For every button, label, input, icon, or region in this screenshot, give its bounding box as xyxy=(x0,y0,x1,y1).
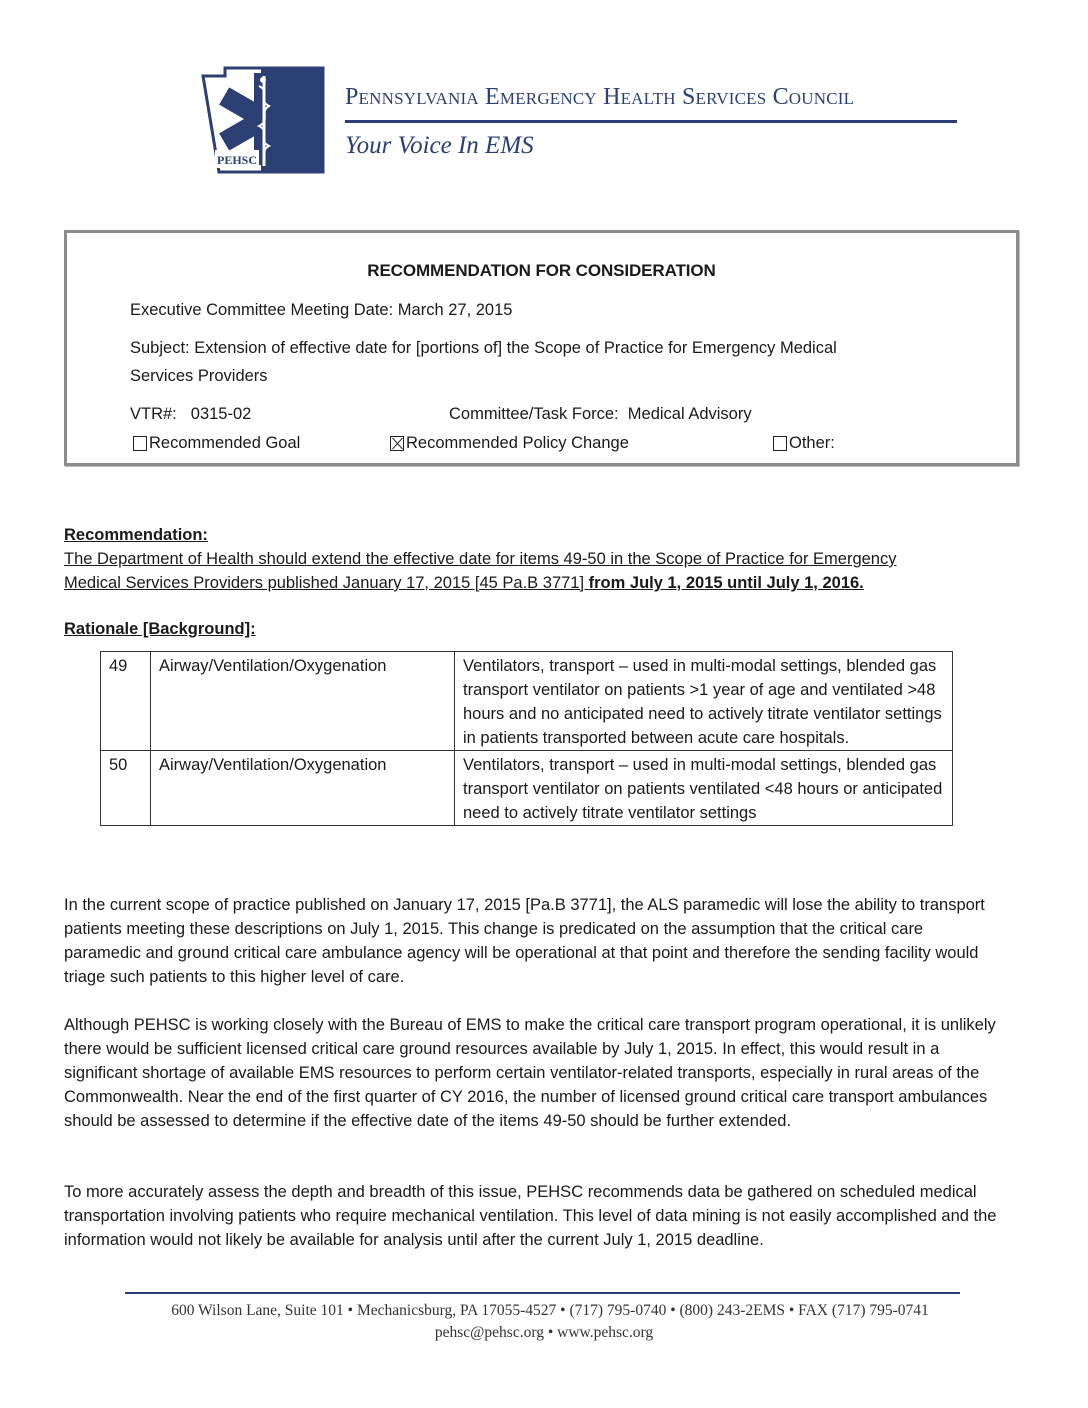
rationale-paragraph-1: In the current scope of practice published on January 17, 2015 [Pa.B 3771], the ALS paramedic will lose the ability to transport patients meeting these descriptions on July 1, 2015. This change is predicated on the assumption that the critical care paramedic and ground critical care ambulance agency will be operational at that point and therefore the sending facility would triage such patients to this higher level of care. xyxy=(64,896,985,986)
meeting-date xyxy=(130,301,512,320)
committee-value: Medical Advisory xyxy=(627,405,752,423)
org-name: Pennsylvania Emergency Health Services Council xyxy=(345,84,855,110)
footer-address: 600 Wilson Lane, Suite 101 • Mechanicsburg, PA 17055-4527 • (717) 795-0740 • (800) 243-2EMS • FAX (717) 795-0741 xyxy=(171,1302,929,1319)
option-recommended-goal[interactable] xyxy=(133,434,300,453)
tagline: Your Voice In EMS xyxy=(345,132,534,159)
rationale-heading: Rationale [Background]: xyxy=(64,620,256,638)
option-label: Recommended Policy Change xyxy=(406,434,629,452)
footer-contact: pehsc@pehsc.org • www.pehsc.org xyxy=(434,1324,654,1341)
recommendation-section xyxy=(64,523,994,595)
vtr-value: 0315-02 xyxy=(190,405,252,423)
item-description: Ventilators, transport – used in multi-modal settings, blended gas transport ventilator on patients ventilated <48 hours or anticipated need to actively titrate ventilator settings xyxy=(455,751,953,826)
form-title: RECOMMENDATION FOR CONSIDERATION xyxy=(367,261,716,280)
meeting-date-value: March 27, 2015 xyxy=(397,301,513,319)
scope-items-table xyxy=(100,651,953,826)
vtr-label: VTR#: xyxy=(130,405,177,423)
recommendation-form-box xyxy=(64,230,1019,466)
rationale-paragraph-2: Although PEHSC is working closely with the Bureau of EMS to make the critical care transport program operational, it is unlikely there would be sufficient licensed critical care ground resources available by July 1, 2015. In effect, this would result in a significant shortage of available EMS resources to perform certain ventilator-related transports, especially in rural areas of the Commonwealth. Near the end of the first quarter of CY 2016, the number of licensed ground critical care transport ambulances should be assessed to determine if the effective date of the items 49-50 should be further extended. xyxy=(64,1016,996,1130)
committee xyxy=(449,405,752,424)
pehsc-logo xyxy=(197,64,327,176)
meeting-date-label: Executive Committee Meeting Date: xyxy=(130,301,394,319)
item-number: 49 xyxy=(101,652,151,751)
checkbox-unchecked-icon[interactable] xyxy=(773,436,787,451)
option-label: Recommended Goal xyxy=(149,434,301,452)
svg-text:PEHSC: PEHSC xyxy=(217,153,258,167)
item-description: Ventilators, transport – used in multi-modal settings, blended gas transport ventilator on patients >1 year of age and ventilated >48 hours and no anticipated need to actively titrate ventilator settings in patients transported between acute care hospitals. xyxy=(455,652,953,751)
checkbox-checked-icon[interactable] xyxy=(390,436,404,451)
table-row xyxy=(101,751,953,826)
header-divider xyxy=(345,120,957,123)
vtr-number xyxy=(130,405,251,424)
subject-line-2: Services Providers xyxy=(130,367,268,385)
letterhead xyxy=(197,64,967,179)
committee-label: Committee/Task Force: xyxy=(449,405,619,423)
item-number: 50 xyxy=(101,751,151,826)
rationale-paragraph-3: To more accurately assess the depth and breadth of this issue, PEHSC recommends data be gathered on scheduled medical transportation involving patients who require mechanical ventilation. This level of data mining is not easily accomplished and the information would not likely be available for analysis until after the current July 1, 2015 deadline. xyxy=(64,1183,997,1249)
item-category: Airway/Ventilation/Oxygenation xyxy=(151,751,455,826)
recommendation-line-2: Medical Services Providers published January 17, 2015 [45 Pa.B 3771] xyxy=(64,574,589,592)
table-row xyxy=(101,652,953,751)
checkbox-unchecked-icon[interactable] xyxy=(133,436,147,451)
option-recommended-policy-change[interactable] xyxy=(390,434,629,453)
subject-line-1: Subject: Extension of effective date for [portions of] the Scope of Practice for Emergency Medical xyxy=(130,339,837,357)
recommendation-line-1: The Department of Health should extend the effective date for items 49-50 in the Scope of Practice for Emergency xyxy=(64,550,897,568)
footer-divider xyxy=(125,1292,960,1294)
option-other[interactable] xyxy=(773,434,835,453)
recommendation-heading: Recommendation: xyxy=(64,526,208,544)
option-label: Other: xyxy=(789,434,835,452)
item-category: Airway/Ventilation/Oxygenation xyxy=(151,652,455,751)
recommendation-text xyxy=(64,547,994,595)
recommendation-dates: from July 1, 2015 until July 1, 2016. xyxy=(588,574,864,592)
